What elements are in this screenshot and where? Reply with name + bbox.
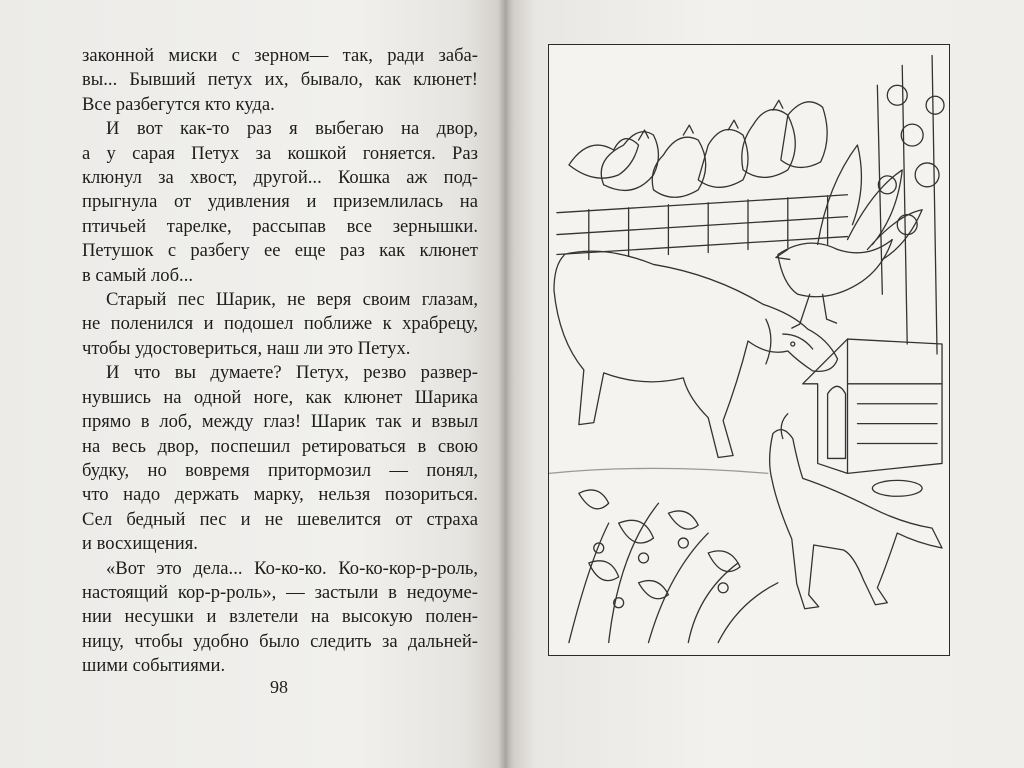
book-gutter bbox=[498, 0, 514, 768]
text-line: нии несушки и взлетели на высокую полен- bbox=[82, 606, 478, 628]
hens-drawing bbox=[569, 100, 827, 197]
fence-drawing bbox=[557, 195, 848, 260]
rooster-drawing bbox=[776, 145, 922, 328]
text-line: не поленился и подошел поближе к храбрецу, bbox=[82, 313, 478, 335]
text-line: настоящий кор-р-роль», — застыли в недоуме- bbox=[82, 581, 478, 603]
ground-line bbox=[549, 468, 768, 473]
flowers-drawing bbox=[877, 55, 944, 354]
text-line: вы... Бывший петух их, бывало, как клюнет! bbox=[82, 69, 478, 91]
text-line: прямо в лоб, между глаз! Шарик так и взвыл bbox=[82, 411, 478, 433]
text-line: чтобы удостовериться, наш ли это Петух. bbox=[82, 337, 411, 359]
story-text bbox=[82, 44, 478, 679]
text-line: и восхищения. bbox=[82, 533, 198, 555]
text-line: прыгнула от удивления и приземлилась на bbox=[82, 191, 478, 213]
text-line: будку, но вовремя притормозил — понял, bbox=[82, 459, 478, 481]
text-line: Петушок с разбегу ее еще раз как клюнет bbox=[82, 240, 478, 262]
illustration-drawing bbox=[549, 45, 949, 655]
text-line: Сел бедный пес и не шевелится от страха bbox=[82, 508, 478, 530]
text-line: а у сарая Петух за кошкой гоняется. Раз bbox=[82, 142, 478, 164]
text-line: нувшись на одной ноге, как клюнет Шарика bbox=[82, 386, 478, 408]
text-line: птичьей тарелке, рассыпав все зернышки. bbox=[82, 215, 478, 237]
text-line: Старый пес Шарик, не веря своим глазам, bbox=[106, 289, 478, 311]
text-line: Все разбегутся кто куда. bbox=[82, 93, 275, 115]
text-line: ницу, чтобы удобно было следить за дальней- bbox=[82, 630, 478, 652]
text-line: «Вот это дела... Ко-ко-ко. Ко-ко-кор-р-роль, bbox=[106, 557, 478, 579]
bush-drawing bbox=[569, 490, 778, 643]
text-line: шими событиями. bbox=[82, 655, 226, 677]
text-line: И вот как-то раз я выбегаю на двор, bbox=[106, 118, 478, 140]
text-line: в самый лоб... bbox=[82, 264, 193, 286]
text-line: на весь двор, поспешил ретироваться в свою bbox=[82, 435, 478, 457]
text-line: что надо держать марку, нельзя позориться. bbox=[82, 484, 478, 506]
doghouse-drawing bbox=[803, 339, 942, 496]
text-line: законной миски с зерном— так, ради заба- bbox=[82, 45, 478, 66]
page-number: 98 bbox=[270, 677, 288, 697]
left-page bbox=[0, 0, 505, 768]
text-line: И что вы думаете? Петух, резво развер- bbox=[106, 362, 478, 384]
text-line: клюнул за хвост, другой... Кошка аж под- bbox=[82, 167, 478, 189]
standing-dog-drawing bbox=[554, 251, 838, 457]
illustration-frame bbox=[548, 44, 950, 656]
